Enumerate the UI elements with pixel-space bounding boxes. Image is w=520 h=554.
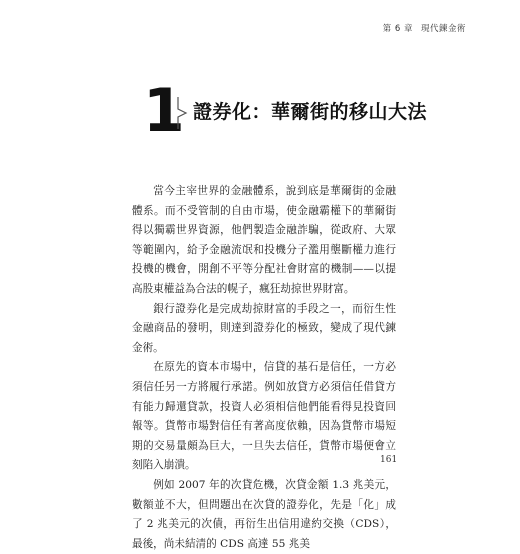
- paragraph: 在原先的資本市場中，信貸的基石是信任，一方必須信任另一方將履行承諾。例如放貸方必須信任借貸方有能力歸還貸款，投資人必須相信他們能看得見投資回報等。貨幣市場對信任有著高度依賴，因為貨幣市場短期的交易量頗為巨大，一旦失去信任，貨幣市場便會立刻陷入崩潰。: [132, 361, 396, 472]
- paragraph: 例如 2007 年的次貸危機，次貸金額 1.3 兆美元，數額並不大，但問題出在次貸的證券化，先是「化」成了 2 兆美元的次債，再衍生出信用違約交換（CDS），最後，尚未結清的 CDS 高達 55 兆美: [132, 478, 396, 550]
- running-head-topic: 現代鍊金術: [420, 24, 466, 34]
- body-text: [132, 182, 396, 554]
- running-head-chapter: 第 6 章: [382, 24, 413, 34]
- chapter-number: 1: [143, 76, 183, 146]
- chapter-title: 證券化：華爾街的移山大法: [193, 101, 428, 123]
- running-head: [383, 22, 466, 34]
- paragraph: 銀行證券化是完成劫掠財富的手段之一，而衍生性金融商品的發明，則達到證券化的極致，變成了現代鍊金術。: [132, 302, 396, 354]
- chevron-right-icon: [176, 96, 188, 130]
- paragraph: 當今主宰世界的金融體系，說到底是華爾街的金融體系。而不受管制的自由市場，使金融霸權下的華爾街得以獨霸世界資源，他們製造金融詐騙，從政府、大眾等範圍內，給予金融流氓和投機分子濫用壟斷權力進行投機的機會，開創不平等分配社會財富的機制——以提高股東權益為合法的幌子，瘋狂劫掠世界財富。: [132, 185, 396, 295]
- page-number: 161: [380, 455, 398, 465]
